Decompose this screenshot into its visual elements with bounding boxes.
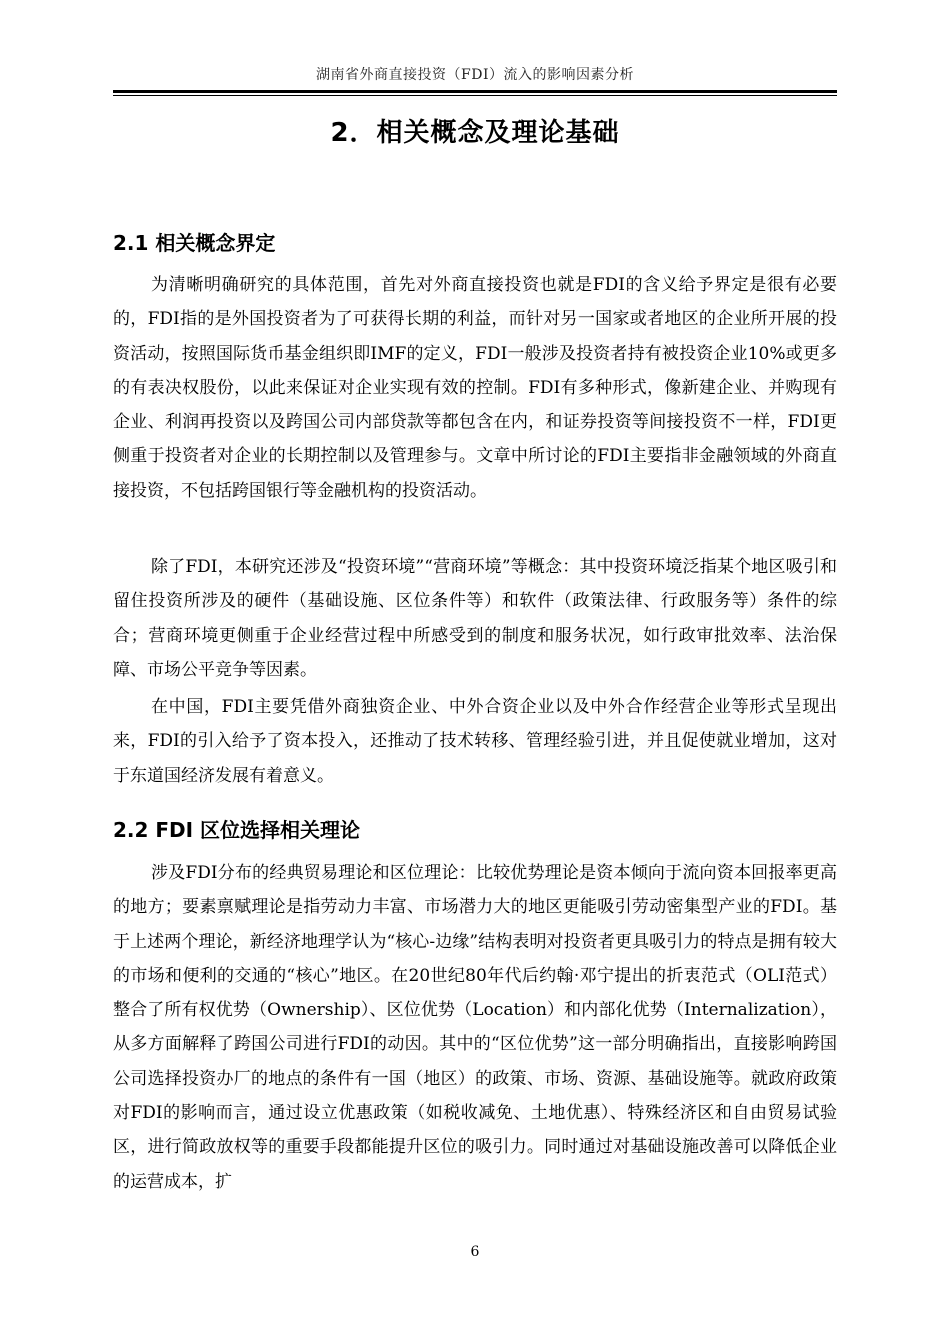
section-heading-2-1: 2.1 相关概念界定	[113, 231, 276, 255]
page-number: 6	[470, 1244, 480, 1260]
paragraph: 涉及FDI分布的经典贸易理论和区位理论：比较优势理论是资本倾向于流向资本回报率更高的地方；要素禀赋理论是指劳动力丰富、市场潜力大的地区更能吸引劳动密集型产业的FDI。基于上述两个理论，新经济地理学认为“核心-边缘”结构表明对投资者更具吸引力的特点是拥有较大的市场和便利的交通的“核心”地区。在20世纪80年代后约翰·邓宁提出的折衷范式（OLI范式）整合了所有权优势（Ownership）、区位优势（Location）和内部化优势（Internalization），从多方面解释了跨国公司进行FDI的动因。其中的“区位优势”这一部分明确指出，直接影响跨国公司选择投资办厂的地点的条件有一国（地区）的政策、市场、资源、基础设施等。就政府政策对FDI的影响而言，通过设立优惠政策（如税收减免、土地优惠）、特殊经济区和自由贸易试验区，进行简政放权等的重要手段都能提升区位的吸引力。同时通过对基础设施改善可以降低企业的运营成本，扩	[113, 863, 837, 1192]
section-heading-2-2: 2.2 FDI 区位选择相关理论	[113, 818, 361, 842]
paragraph: 除了FDI，本研究还涉及“投资环境”“营商环境”等概念：其中投资环境泛指某个地区吸引和留住投资所涉及的硬件（基础设施、区位条件等）和软件（政策法律、行政服务等）条件的综合；营商环境更侧重于企业经营过程中所感受到的制度和服务状况，如行政审批效率、法治保障、市场公平竞争等因素。	[113, 557, 837, 680]
header-rule-thin	[113, 95, 837, 96]
paragraph: 在中国，FDI主要凭借外商独资企业、中外合资企业以及中外合作经营企业等形式呈现出来，FDI的引入给予了资本投入，还推动了技术转移、管理经验引进，并且促使就业增加，这对于东道国经济发展有着意义。	[113, 697, 837, 786]
chapter-title: 2．相关概念及理论基础	[330, 118, 620, 148]
paragraph: 为清晰明确研究的具体范围，首先对外商直接投资也就是FDI的含义给予界定是很有必要的，FDI指的是外国投资者为了可获得长期的利益，而针对另一国家或者地区的企业所开展的投资活动，按照国际货币基金组织即IMF的定义，FDI一般涉及投资者持有被投资企业10%或更多的有表决权股份，以此来保证对企业实现有效的控制。FDI有多种形式，像新建企业、并购现有企业、利润再投资以及跨国公司内部贷款等都包含在内，和证券投资等间接投资不一样，FDI更侧重于投资者对企业的长期控制以及管理参与。文章中所讨论的FDI主要指非金融领域的外商直接投资，不包括跨国银行等金融机构的投资活动。	[113, 275, 837, 501]
header-rule	[113, 90, 837, 93]
running-header: 湖南省外商直接投资（FDI）流入的影响因素分析	[316, 67, 634, 83]
